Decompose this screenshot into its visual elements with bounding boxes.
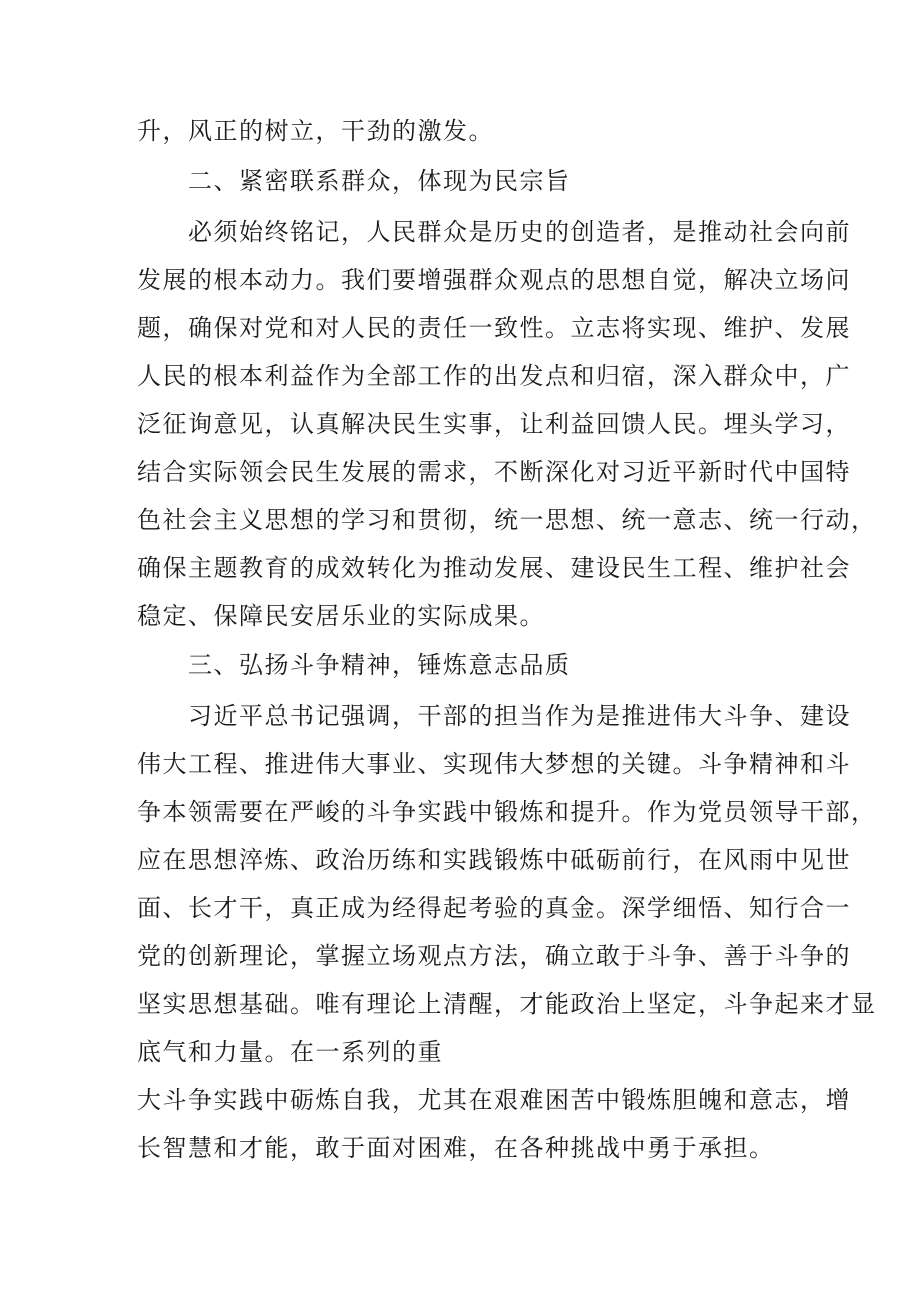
section-heading-2: 二、紧密联系群众，体现为民宗旨 [188, 167, 571, 195]
paragraph-line: 升，风正的树立，干劲的激发。 [137, 117, 494, 145]
paragraph-line: 确保主题教育的成效转化为推动发展、建设民生工程、维护社会 [137, 554, 851, 582]
paragraph-line: 必须始终铭记，人民群众是历史的创造者，是推动社会向前 [188, 218, 851, 246]
paragraph-line: 人民的根本利益作为全部工作的出发点和归宿，深入群众中，广 [137, 362, 851, 390]
paragraph-line: 应在思想淬炼、政治历练和实践锻炼中砥砺前行，在风雨中见世 [137, 846, 851, 874]
paragraph-line: 发展的根本动力。我们要增强群众观点的思想自觉，解决立场问 [137, 266, 851, 294]
paragraph-line: 面、长才干，真正成为经得起考验的真金。深学细悟、知行合一 [137, 894, 851, 922]
paragraph-line: 伟大工程、推进伟大事业、实现伟大梦想的关键。斗争精神和斗 [137, 750, 851, 778]
paragraph-line: 泛征询意见，认真解决民生实事，让利益回馈人民。埋头学习， [137, 410, 851, 438]
paragraph-line: 争本领需要在严峻的斗争实践中锻炼和提升。作为党员领导干部， [137, 798, 877, 826]
paragraph-line: 底气和力量。在一系列的重 [137, 1038, 443, 1066]
section-heading-3: 三、弘扬斗争精神，锤炼意志品质 [188, 651, 571, 679]
paragraph-line: 习近平总书记强调，干部的担当作为是推进伟大斗争、建设 [188, 702, 851, 730]
paragraph-line: 长智慧和才能，敢于面对困难，在各种挑战中勇于承担。 [137, 1134, 775, 1162]
paragraph-line: 党的创新理论，掌握立场观点方法，确立敢于斗争、善于斗争的 [137, 942, 851, 970]
paragraph-line: 大斗争实践中砺炼自我，尤其在艰难困苦中锻炼胆魄和意志，增 [137, 1086, 851, 1114]
paragraph-line: 题，确保对党和对人民的责任一致性。立志将实现、维护、发展 [137, 314, 851, 342]
paragraph-line: 色社会主义思想的学习和贯彻，统一思想、统一意志、统一行动， [137, 506, 877, 534]
paragraph-line: 坚实思想基础。唯有理论上清醒，才能政治上坚定，斗争起来才显 [137, 990, 877, 1018]
paragraph-line: 结合实际领会民生发展的需求，不断深化对习近平新时代中国特 [137, 458, 851, 486]
paragraph-line: 稳定、保障民安居乐业的实际成果。 [137, 602, 545, 630]
